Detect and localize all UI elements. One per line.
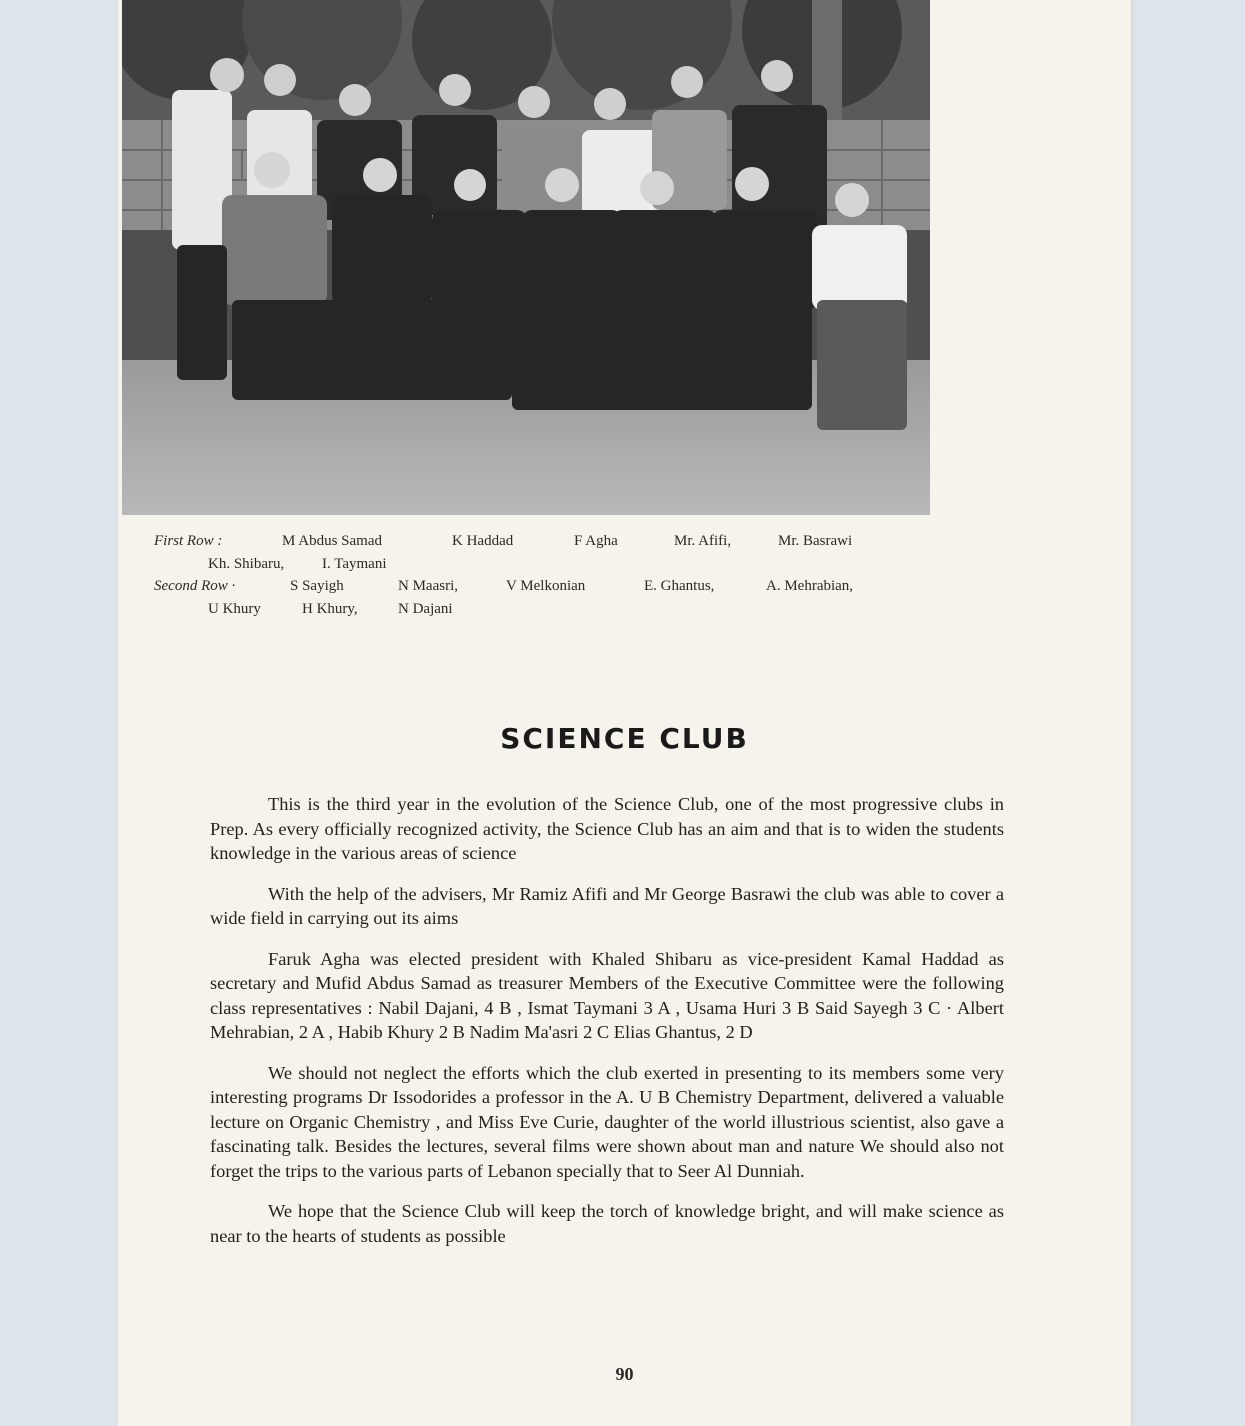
yearbook-page bbox=[118, 0, 1131, 1426]
caption-name: Mr. Basrawi bbox=[778, 533, 853, 549]
second-row-continuation bbox=[154, 598, 914, 621]
caption-name: I. Taymani bbox=[322, 555, 387, 572]
second-row-label: Second Row · bbox=[154, 578, 236, 594]
caption-name: N Dajani bbox=[398, 600, 453, 617]
caption-name: U Khury bbox=[208, 600, 261, 617]
second-row-line bbox=[154, 575, 914, 598]
first-row-label: First Row : bbox=[154, 533, 223, 549]
paragraph: We should not neglect the efforts which the club exerted in presenting to its members some very interesting programs Dr Issodorides a professor in the A. U B Chemistry Department, delivered a valuable lecture on Organic Chemistry , and Miss Eve Curie, daughter of the world illustrious scientist, also gave a fascinating talk. Besides the lectures, several films were shown about man and nature We should also not forget the trips to the various parts of Lebanon specially that to Seer Al Dunniah. bbox=[210, 1062, 1004, 1181]
article-body bbox=[210, 792, 1004, 1264]
first-row-line bbox=[154, 530, 914, 553]
paragraph: We hope that the Science Club will keep the torch of knowledge bright, and will make science as near to the hearts of students as possible bbox=[210, 1201, 1004, 1246]
first-row-continuation bbox=[154, 553, 914, 576]
page-number: 90 bbox=[615, 1364, 634, 1384]
caption-name: N Maasri, bbox=[398, 578, 458, 594]
paragraph: This is the third year in the evolution of the Science Club, one of the most progressive clubs in Prep. As every officially recognized activity, the Science Club has an aim and that is to widen the students knowledge in the various areas of science bbox=[210, 794, 1004, 863]
paragraph: With the help of the advisers, Mr Ramiz Afifi and Mr George Basrawi the club was able to cover a wide field in carrying out its aims bbox=[210, 883, 1004, 928]
caption-name: M Abdus Samad bbox=[282, 533, 383, 549]
caption-name: Mr. Afifi, bbox=[674, 533, 732, 549]
caption-name: A. Mehrabian, bbox=[766, 578, 854, 594]
page-title: SCIENCE CLUB bbox=[500, 722, 749, 755]
photo-caption bbox=[154, 530, 914, 620]
group-photo bbox=[122, 0, 930, 515]
caption-name: E. Ghantus, bbox=[644, 578, 715, 594]
caption-name: H Khury, bbox=[302, 600, 358, 617]
caption-name: S Sayigh bbox=[290, 578, 344, 594]
paragraph: Faruk Agha was elected president with Khaled Shibaru as vice-president Kamal Haddad as secretary and Mufid Abdus Samad as treasurer Members of the Executive Committee were the following class representatives : Nabil Dajani, 4 B , Ismat Taymani 3 A , Usama Huri 3 B Said Sayegh 3 C · Albert Mehrabian, 2 A , Habib Khury 2 B Nadim Ma'asri 2 C Elias Ghantus, 2 D bbox=[210, 948, 1004, 1042]
caption-name: V Melkonian bbox=[506, 578, 586, 594]
caption-name: Kh. Shibaru, bbox=[208, 555, 285, 572]
caption-name: K Haddad bbox=[452, 533, 514, 549]
caption-name: F Agha bbox=[574, 533, 618, 549]
